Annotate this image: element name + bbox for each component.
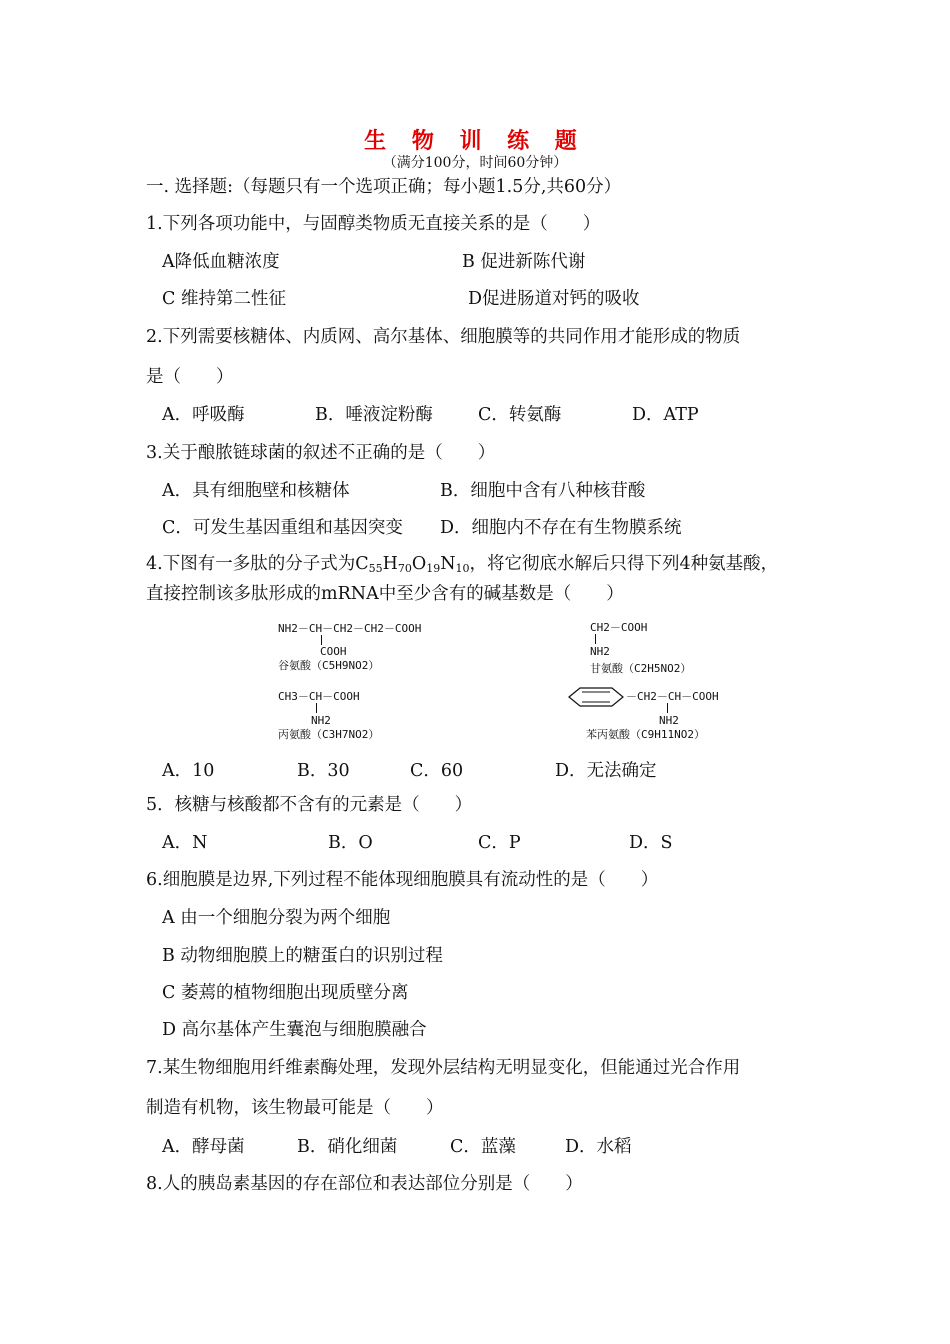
question-4-option-d: D．无法确定 [555, 761, 657, 781]
section-heading: 一. 选择题:（每题只有一个选项正确；每小题1.5分,共60分） [146, 177, 622, 197]
question-2-option-c: C．转氨酶 [478, 405, 562, 425]
question-2-option-b: B．唾液淀粉酶 [315, 405, 433, 425]
question-7-option-b: B．硝化细菌 [297, 1137, 398, 1157]
question-2-option-d: D．ATP [632, 405, 699, 425]
page-title: 生 物 训 练 题 [364, 128, 586, 154]
alanine-label: 丙氨酸（C3H7NO2） [278, 728, 380, 741]
alanine-side-group: NH2 [311, 714, 331, 727]
question-8-stem: 8.人的胰岛素基因的存在部位和表达部位分别是（ ） [146, 1174, 583, 1194]
bond-line [321, 635, 322, 645]
page-subtitle: （满分100分，时间60分钟） [382, 155, 568, 171]
question-7-option-a: A．酵母菌 [162, 1137, 245, 1157]
bond-line [595, 634, 596, 644]
question-4-option-a: A．10 [162, 761, 215, 781]
question-2-option-a: A．呼吸酶 [162, 405, 245, 425]
bond-line [316, 703, 317, 713]
question-4-option-b: B．30 [297, 761, 350, 781]
question-3-option-b: B．细胞中含有八种核苷酸 [440, 481, 646, 501]
alanine-formula: CH3－CH－COOH [278, 690, 360, 703]
glycine-formula: CH2－COOH [590, 621, 648, 634]
question-2-stem-continued: 是（ ） [146, 367, 234, 387]
question-4-option-c: C．60 [410, 761, 464, 781]
question-5-option-c: C．P [478, 833, 521, 853]
question-4-stem-continued: 直接控制该多肽形成的mRNA中至少含有的碱基数是（ ） [146, 584, 624, 604]
question-7-option-d: D．水稻 [565, 1137, 632, 1157]
question-5-option-a: A．N [162, 833, 208, 853]
question-5-stem: 5．核糖与核酸都不含有的元素是（ ） [146, 795, 473, 815]
phenylalanine-side-group: NH2 [659, 714, 679, 727]
question-6-stem: 6.细胞膜是边界,下列过程不能体现细胞膜具有流动性的是（ ） [146, 870, 659, 890]
question-6-option-a: A 由一个细胞分裂为两个细胞 [162, 908, 391, 928]
question-5-option-d: D．S [629, 833, 673, 853]
glutamic-acid-formula: NH2－CH－CH2－CH2－COOH [278, 622, 422, 635]
benzene-ring-icon [566, 686, 626, 708]
phenylalanine-label: 苯丙氨酸（C9H11NO2） [586, 728, 705, 741]
phenylalanine-formula: －CH2－CH－COOH [626, 690, 719, 703]
question-7-stem-continued: 制造有机物，该生物最可能是（ ） [146, 1098, 444, 1118]
question-3-stem: 3.关于酿脓链球菌的叙述不正确的是（ ） [146, 443, 496, 463]
question-1-option-c: C 维持第二性征 [162, 289, 286, 309]
question-4-stem: 4.下图有一多肽的分子式为$C_{55}H_{70}O_{19}N_{10}$，将它彻底水解后只得下列4种氨基酸， [146, 554, 779, 575]
glycine-label: 甘氨酸（C2H5NO2） [590, 662, 692, 675]
question-7-option-c: C．蓝藻 [450, 1137, 516, 1157]
question-1-stem: 1.下列各项功能中，与固醇类物质无直接关系的是（ ） [146, 214, 601, 234]
glycine-side-group: NH2 [590, 645, 610, 658]
question-1-option-a: A降低血糖浓度 [162, 252, 280, 272]
question-1-option-d: D促进肠道对钙的吸收 [468, 289, 640, 309]
glutamic-acid-label: 谷氨酸（C5H9NO2） [278, 659, 380, 672]
question-5-option-b: B．O [328, 833, 373, 853]
question-2-stem: 2.下列需要核糖体、内质网、高尔基体、细胞膜等的共同作用才能形成的物质 [146, 327, 741, 347]
question-1-option-b: B 促进新陈代谢 [462, 252, 586, 272]
bond-line [667, 703, 668, 713]
question-3-option-c: C．可发生基因重组和基因突变 [162, 518, 403, 538]
question-7-stem: 7.某生物细胞用纤维素酶处理，发现外层结构无明显变化，但能通过光合作用 [146, 1058, 741, 1078]
question-6-option-c: C 萎蔫的植物细胞出现质壁分离 [162, 983, 409, 1003]
question-6-option-b: B 动物细胞膜上的糖蛋白的识别过程 [162, 946, 443, 966]
question-3-option-a: A．具有细胞壁和核糖体 [162, 481, 350, 501]
glutamic-acid-side-group: COOH [320, 645, 347, 658]
peptide-formula: $C_{55}H_{70}O_{19}N_{10}$ [355, 554, 470, 575]
question-6-option-d: D 高尔基体产生囊泡与细胞膜融合 [162, 1020, 427, 1040]
question-3-option-d: D．细胞内不存在有生物膜系统 [440, 518, 682, 538]
